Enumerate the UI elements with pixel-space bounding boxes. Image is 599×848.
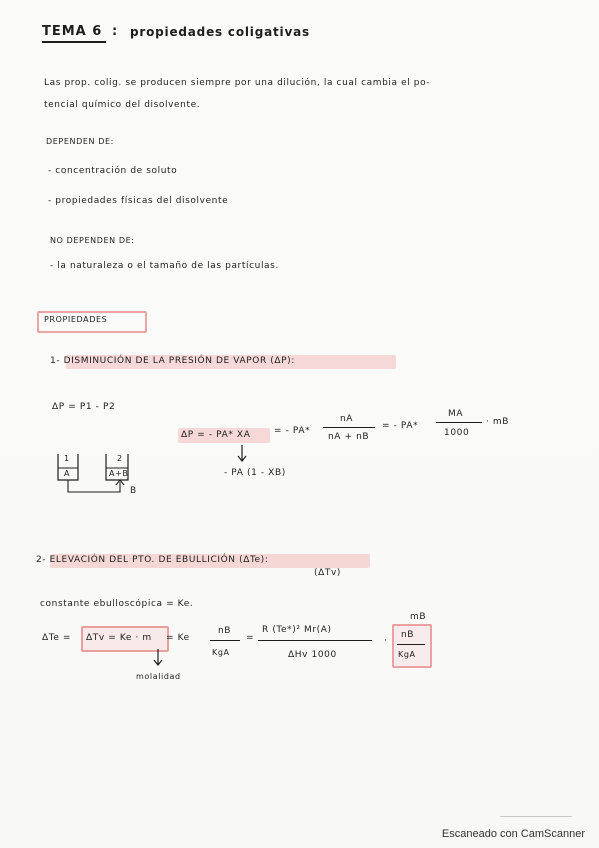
prop2-frac1-num: nB bbox=[218, 626, 232, 636]
prop2-frac1-den: KgA bbox=[212, 648, 230, 657]
prop2-eq-eq2: = bbox=[246, 633, 255, 643]
title-colon: : bbox=[112, 24, 119, 39]
down-arrow-icon bbox=[236, 444, 248, 466]
prop1-eq2-tail: · mB bbox=[486, 417, 510, 427]
prop2-dot: · bbox=[384, 636, 388, 646]
prop1-frac1-den: nA + nB bbox=[328, 432, 370, 442]
prop1-eq2-lhs: ΔP = - PA* XA bbox=[181, 430, 251, 440]
prop2-eq-eq: = Ke bbox=[166, 633, 190, 643]
intro-line-1: Las prop. colig. se producen siempre por una dilución, la cual cambia el po- bbox=[44, 78, 431, 88]
intro-line-2: tencial químico del disolvente. bbox=[44, 100, 201, 110]
prop1-eq2-mid: = - PA* bbox=[274, 426, 311, 436]
prop1-frac2-den: 1000 bbox=[444, 428, 470, 438]
prop2-frac3-den: KgA bbox=[398, 650, 416, 659]
title-underline bbox=[42, 41, 106, 43]
prop1-eq2-mid2: = - PA* bbox=[382, 421, 419, 431]
vessel1-bottom: A bbox=[64, 469, 71, 478]
scan-edge-line bbox=[500, 816, 572, 817]
title-subject: propiedades coligativas bbox=[130, 25, 310, 39]
prop1-heading: 1- DISMINUCIÓN DE LA PRESIÓN DE VAPOR (ΔP): bbox=[50, 356, 295, 366]
prop1-arrow-note: - PA (1 - XB) bbox=[224, 468, 286, 478]
prop1-frac1-num: nA bbox=[340, 414, 354, 424]
prop2-heading: 2- ELEVACIÓN DEL PTO. DE EBULLICIÓN (ΔTe): bbox=[36, 555, 269, 565]
vessel1-top: 1 bbox=[64, 454, 70, 463]
vessel-label-b: B bbox=[130, 486, 137, 496]
not-depends-item-1: - la naturaleza o el tamaño de las partículas. bbox=[50, 261, 279, 271]
depends-heading: DEPENDEN DE: bbox=[46, 137, 114, 146]
depends-item-1: - concentración de soluto bbox=[48, 166, 178, 176]
prop2-above-note: mB bbox=[410, 612, 427, 622]
prop2-frac3-line bbox=[397, 644, 425, 645]
prop2-frac2-den: ΔHv 1000 bbox=[288, 650, 337, 660]
not-depends-heading: NO DEPENDEN DE: bbox=[50, 236, 135, 245]
prop2-below-note: molalidad bbox=[136, 672, 181, 681]
vessel2-top: 2 bbox=[117, 454, 123, 463]
prop2-frac1-line bbox=[210, 640, 240, 641]
scanner-watermark: Escaneado con CamScanner bbox=[441, 828, 585, 840]
prop2-frac2-line bbox=[258, 640, 372, 641]
prop1-frac2-num: MA bbox=[448, 409, 464, 419]
prop1-frac1-line bbox=[323, 427, 375, 428]
prop2-frac3-num: nB bbox=[401, 630, 415, 640]
prop2-eq-boxed: ΔTv = Ke · m bbox=[86, 633, 152, 643]
prop1-eq1: ΔP = P1 - P2 bbox=[52, 402, 116, 412]
down-arrow-icon bbox=[152, 648, 164, 670]
prop2-heading-alt: (ΔTv) bbox=[314, 568, 342, 578]
prop2-frac2-num: R (Te*)² Mr(A) bbox=[262, 625, 332, 635]
prop2-eq-lhs: ΔTe = bbox=[42, 633, 72, 643]
vessel2-bottom: A+B bbox=[109, 469, 129, 478]
section-label: PROPIEDADES bbox=[44, 315, 108, 324]
page-title: TEMA 6 bbox=[42, 24, 103, 39]
depends-item-2: - propiedades físicas del disolvente bbox=[48, 196, 229, 206]
prop1-frac2-line bbox=[436, 422, 482, 423]
prop2-constant-line: constante ebulloscópica = Ke. bbox=[40, 599, 194, 609]
